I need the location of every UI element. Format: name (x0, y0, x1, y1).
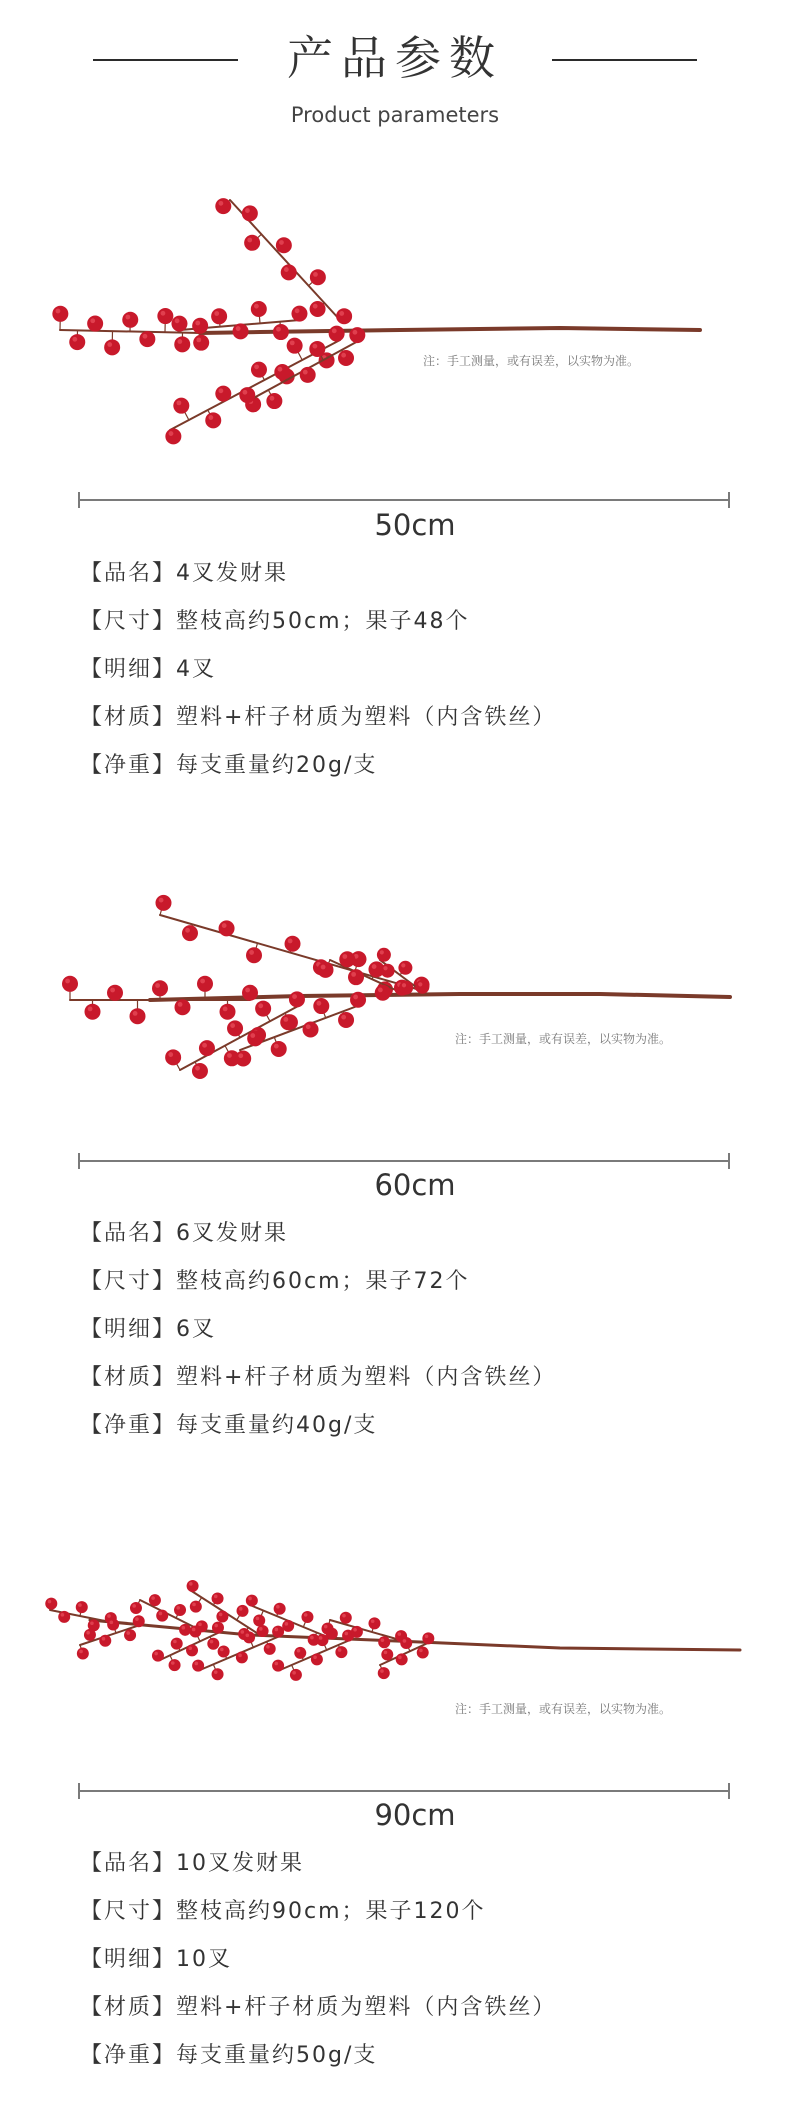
berry (280, 1014, 296, 1030)
berry (69, 334, 85, 350)
berry (215, 198, 231, 214)
berry (174, 336, 190, 352)
branch-stem (330, 1620, 400, 1640)
berry (253, 1614, 265, 1626)
spec-size: 【尺寸】整枝高约90cm；果子120个 (80, 1899, 486, 1924)
berry (422, 1632, 434, 1644)
berry (300, 367, 316, 383)
berry (227, 1020, 243, 1036)
berry (76, 1601, 88, 1613)
berry (192, 318, 208, 334)
berry (139, 331, 155, 347)
berry (257, 1625, 269, 1637)
berry (211, 308, 227, 324)
measurement-note: 注：手工测量，或有误差，以实物为准。 (423, 354, 640, 368)
berry (84, 1629, 96, 1641)
berry (415, 980, 429, 994)
berry (301, 1611, 313, 1623)
spec-name: 【品名】6叉发财果 (80, 1221, 288, 1246)
berry (313, 998, 329, 1014)
berry (281, 264, 297, 280)
berry (311, 1653, 323, 1665)
berry (218, 1645, 230, 1657)
berry (104, 339, 120, 355)
berry (375, 985, 391, 1001)
berry (303, 1022, 319, 1038)
ruler-bar (78, 1790, 730, 1792)
berry (215, 386, 231, 402)
berry (171, 316, 187, 332)
berry (85, 1004, 101, 1020)
berry (149, 1594, 161, 1606)
berry (52, 306, 68, 322)
berry (243, 1631, 255, 1643)
spec-name: 【品名】4叉发财果 (80, 561, 288, 586)
berry (251, 301, 267, 317)
berry (287, 338, 303, 354)
berry (246, 1595, 258, 1607)
spec-detail: 【明细】10叉 (80, 1947, 232, 1972)
page-subtitle: Product parameters (290, 103, 500, 127)
spec-detail: 【明细】6叉 (80, 1317, 216, 1342)
berry (255, 1001, 271, 1017)
berry (400, 1637, 412, 1649)
berry (282, 1620, 294, 1632)
berry (237, 1605, 249, 1617)
berry (242, 205, 258, 221)
berry (45, 1598, 57, 1610)
berry-branch-image (0, 0, 790, 470)
measurement-note: 注：手工测量，或有误差，以实物为准。 (455, 1032, 672, 1046)
spec-material: 【材质】塑料+杆子材质为塑料（内含铁丝） (80, 1995, 557, 2020)
berry (155, 895, 171, 911)
berry (205, 412, 221, 428)
berry (348, 969, 364, 985)
berry (171, 1638, 183, 1650)
berry (212, 1668, 224, 1680)
berry (329, 326, 345, 342)
berry (246, 947, 262, 963)
berry (193, 335, 209, 351)
berry (274, 364, 290, 380)
berry (339, 951, 355, 967)
berry (285, 936, 301, 952)
berry (219, 920, 235, 936)
berry (189, 1626, 201, 1638)
berry (350, 992, 366, 1008)
berry (309, 341, 325, 357)
berry (266, 393, 282, 409)
berry (124, 1629, 136, 1641)
berry (236, 1651, 248, 1663)
spec-weight: 【净重】每支重量约40g/支 (80, 1413, 378, 1438)
berry (156, 1610, 168, 1622)
spec-weight: 【净重】每支重量约50g/支 (80, 2043, 378, 2068)
spec-material: 【材质】塑料+杆子材质为塑料（内含铁丝） (80, 1365, 557, 1390)
berry (368, 1617, 380, 1629)
berry (107, 985, 123, 1001)
berry (398, 961, 412, 975)
berry (182, 925, 198, 941)
berry (235, 1051, 251, 1067)
berry (169, 1659, 181, 1671)
length-label: 60cm (374, 1168, 456, 1202)
berry (242, 985, 258, 1001)
spec-name: 【品名】10叉发财果 (80, 1851, 304, 1876)
berry (399, 981, 413, 995)
product-section-6-fork (0, 860, 790, 1480)
berry (251, 362, 267, 378)
berry (130, 1602, 142, 1614)
berry (199, 1040, 215, 1056)
berry (165, 1049, 181, 1065)
berry (340, 1612, 352, 1624)
berry (338, 350, 354, 366)
berry (239, 387, 255, 403)
berry (197, 976, 213, 992)
berry (289, 991, 305, 1007)
berry (271, 1041, 287, 1057)
berry-branch-image (0, 860, 790, 1120)
berry (165, 428, 181, 444)
berry (212, 1622, 224, 1634)
berry (273, 324, 289, 340)
berry (381, 1648, 393, 1660)
berry (207, 1638, 219, 1650)
berry (187, 1580, 199, 1592)
berry (310, 269, 326, 285)
berry (294, 1647, 306, 1659)
product-section-10-fork (0, 1530, 790, 2103)
berry (336, 308, 352, 324)
spec-list (80, 550, 556, 790)
berry (58, 1611, 70, 1623)
berry (396, 1653, 408, 1665)
spec-size: 【尺寸】整枝高约50cm；果子48个 (80, 609, 470, 634)
spec-list (80, 1210, 556, 1450)
berry (190, 1601, 202, 1613)
berry (186, 1644, 198, 1656)
berry (338, 1012, 354, 1028)
berry (192, 1660, 204, 1672)
berry (130, 1008, 146, 1024)
spec-material: 【材质】塑料+杆子材质为塑料（内含铁丝） (80, 705, 557, 730)
berry (192, 1063, 208, 1079)
berry (272, 1626, 284, 1638)
berry (310, 301, 326, 317)
berry (175, 999, 191, 1015)
length-label: 50cm (374, 508, 456, 542)
berry (133, 1615, 145, 1627)
spec-detail: 【明细】4叉 (80, 657, 216, 682)
berry (417, 1647, 429, 1659)
spec-weight: 【净重】每支重量约20g/支 (80, 753, 378, 778)
berry (216, 1611, 228, 1623)
berry (212, 1592, 224, 1604)
berry (87, 316, 103, 332)
berry (276, 237, 292, 253)
berry (264, 1643, 276, 1655)
berry (244, 235, 260, 251)
berry (174, 1604, 186, 1616)
berry (316, 1634, 328, 1646)
berry (152, 980, 168, 996)
berry (220, 1004, 236, 1020)
berry (62, 976, 78, 992)
page-title: 产品参数 (287, 31, 503, 85)
spec-list (80, 1840, 556, 2080)
berry (247, 1030, 263, 1046)
berry (173, 398, 189, 414)
berry (349, 327, 365, 343)
berry (272, 1660, 284, 1672)
ruler-cap-right (728, 492, 730, 508)
berry (107, 1618, 119, 1630)
berry (290, 1669, 302, 1681)
berry (233, 323, 249, 339)
berry (179, 1624, 191, 1636)
spec-size: 【尺寸】整枝高约60cm；果子72个 (80, 1269, 470, 1294)
ruler-bar (78, 499, 730, 501)
ruler-bar (78, 1160, 730, 1162)
berry (378, 1667, 390, 1679)
product-section-4-fork (0, 0, 790, 800)
measurement-note: 注：手工测量，或有误差，以实物为准。 (455, 1702, 672, 1716)
berry (322, 1623, 334, 1635)
berry (351, 1626, 363, 1638)
berry (152, 1650, 164, 1662)
berry (377, 948, 391, 962)
berry (291, 306, 307, 322)
berry (335, 1646, 347, 1658)
berry (99, 1635, 111, 1647)
berry (77, 1648, 89, 1660)
berry (122, 312, 138, 328)
berry-branch-image (0, 1530, 790, 1760)
berry (381, 964, 395, 978)
berry (157, 308, 173, 324)
length-label: 90cm (374, 1798, 456, 1832)
berry (378, 1636, 390, 1648)
berry (318, 962, 334, 978)
berry (274, 1603, 286, 1615)
length-ruler (78, 492, 730, 508)
